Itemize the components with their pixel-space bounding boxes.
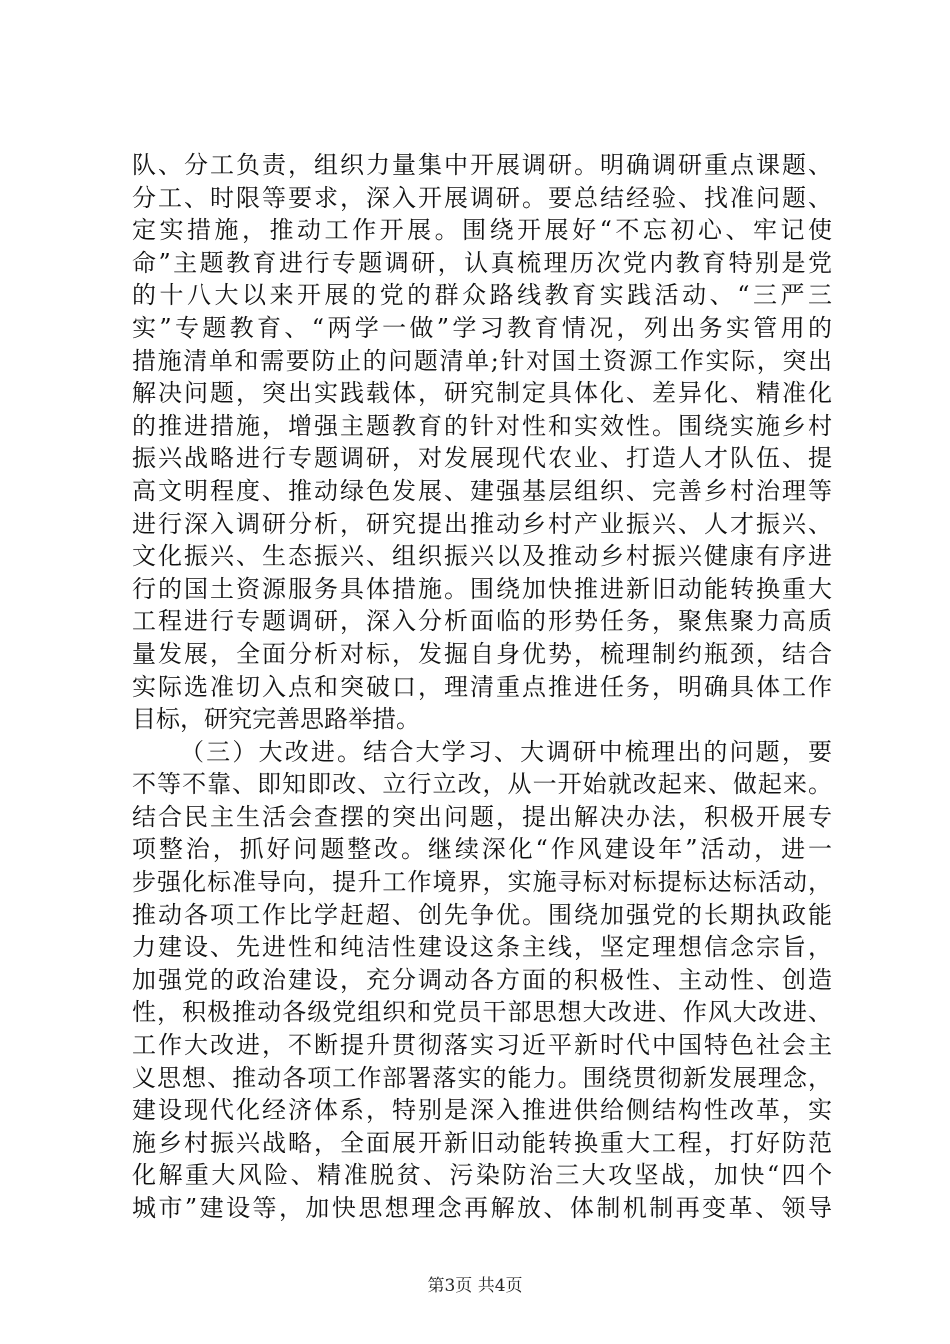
text-line: 目标，研究完善思路举措。 xyxy=(132,705,420,734)
text-line: 力建设、先进性和纯洁性建设这条主线，坚定理想信念宗旨， xyxy=(132,933,832,962)
text-line: 定实措施，推动工作开展。围绕开展好“不忘初心、牢记使 xyxy=(132,216,832,245)
text-line: 实际选准切入点和突破口，理清重点推进任务，明确具体工作 xyxy=(132,672,832,701)
text-line: 的十八大以来开展的党的群众路线教育实践活动、“三严三 xyxy=(132,281,832,310)
text-line: 分工、时限等要求，深入开展调研。要总结经验、找准问题、 xyxy=(132,183,832,212)
text-line: 结合民主生活会查摆的突出问题，提出解决办法，积极开展专 xyxy=(132,802,832,831)
text-line: 化解重大风险、精准脱贫、污染防治三大攻坚战，加快“四个 xyxy=(132,1161,832,1190)
text-line: 不等不靠、即知即改、立行立改，从一开始就改起来、做起来。 xyxy=(132,770,832,799)
text-line: 性，积极推动各级党组织和党员干部思想大改进、作风大改进、 xyxy=(132,998,832,1027)
text-line: 工作大改进，不断提升贯彻落实习近平新时代中国特色社会主 xyxy=(132,1031,832,1060)
text-line: 城市”建设等，加快思想理念再解放、体制机制再变革、领导 xyxy=(132,1194,832,1222)
text-line: 振兴战略进行专题调研，对发展现代农业、打造人才队伍、提 xyxy=(132,444,832,473)
text-line: 的推进措施，增强主题教育的针对性和实效性。围绕实施乡村 xyxy=(132,411,832,440)
text-line: 施乡村振兴战略，全面展开新旧动能转换重大工程，打好防范 xyxy=(132,1128,832,1157)
text-line: 建设现代化经济体系，特别是深入推进供给侧结构性改革，实 xyxy=(132,1096,832,1125)
text-line: 行的国土资源服务具体措施。围绕加快推进新旧动能转换重大 xyxy=(132,574,832,603)
text-line: 解决问题，突出实践载体，研究制定具体化、差异化、精准化 xyxy=(132,379,832,408)
text-line: 文化振兴、生态振兴、组织振兴以及推动乡村振兴健康有序进 xyxy=(132,542,832,571)
text-line: 加强党的政治建设，充分调动各方面的积极性、主动性、创造 xyxy=(132,965,832,994)
text-line: 进行深入调研分析，研究提出推动乡村产业振兴、人才振兴、 xyxy=(132,509,832,538)
text-line: 义思想、推动各项工作部署落实的能力。围绕贯彻新发展理念， xyxy=(132,1063,832,1092)
text-line: 推动各项工作比学赶超、创先争优。围绕加强党的长期执政能 xyxy=(132,900,832,929)
text-line: 实”专题教育、“两学一做”学习教育情况，列出务实管用的 xyxy=(132,313,832,342)
text-line: 高文明程度、推动绿色发展、建强基层组织、完善乡村治理等 xyxy=(132,476,832,505)
text-line: 措施清单和需要防止的问题清单;针对国土资源工作实际，突出 xyxy=(132,346,832,375)
text-line: 步强化标准导向，提升工作境界，实施寻标对标提标达标活动， xyxy=(132,868,832,897)
section-heading-line: （三）大改进。结合大学习、大调研中梳理出的问题，要 xyxy=(180,737,832,766)
text-line: 项整治，抓好问题整改。继续深化“作风建设年”活动，进一 xyxy=(132,835,832,864)
text-line: 工程进行专题调研，深入分析面临的形势任务，聚焦聚力高质 xyxy=(132,607,832,636)
text-line: 量发展，全面分析对标，发掘自身优势，梳理制约瓶颈，结合 xyxy=(132,639,832,668)
text-line: 命”主题教育进行专题调研，认真梳理历次党内教育特别是党 xyxy=(132,248,832,277)
text-line: 队、分工负责，组织力量集中开展调研。明确调研重点课题、 xyxy=(132,151,832,179)
body-text xyxy=(132,149,832,1225)
page-number-footer: 第3页 共4页 xyxy=(427,1276,523,1296)
